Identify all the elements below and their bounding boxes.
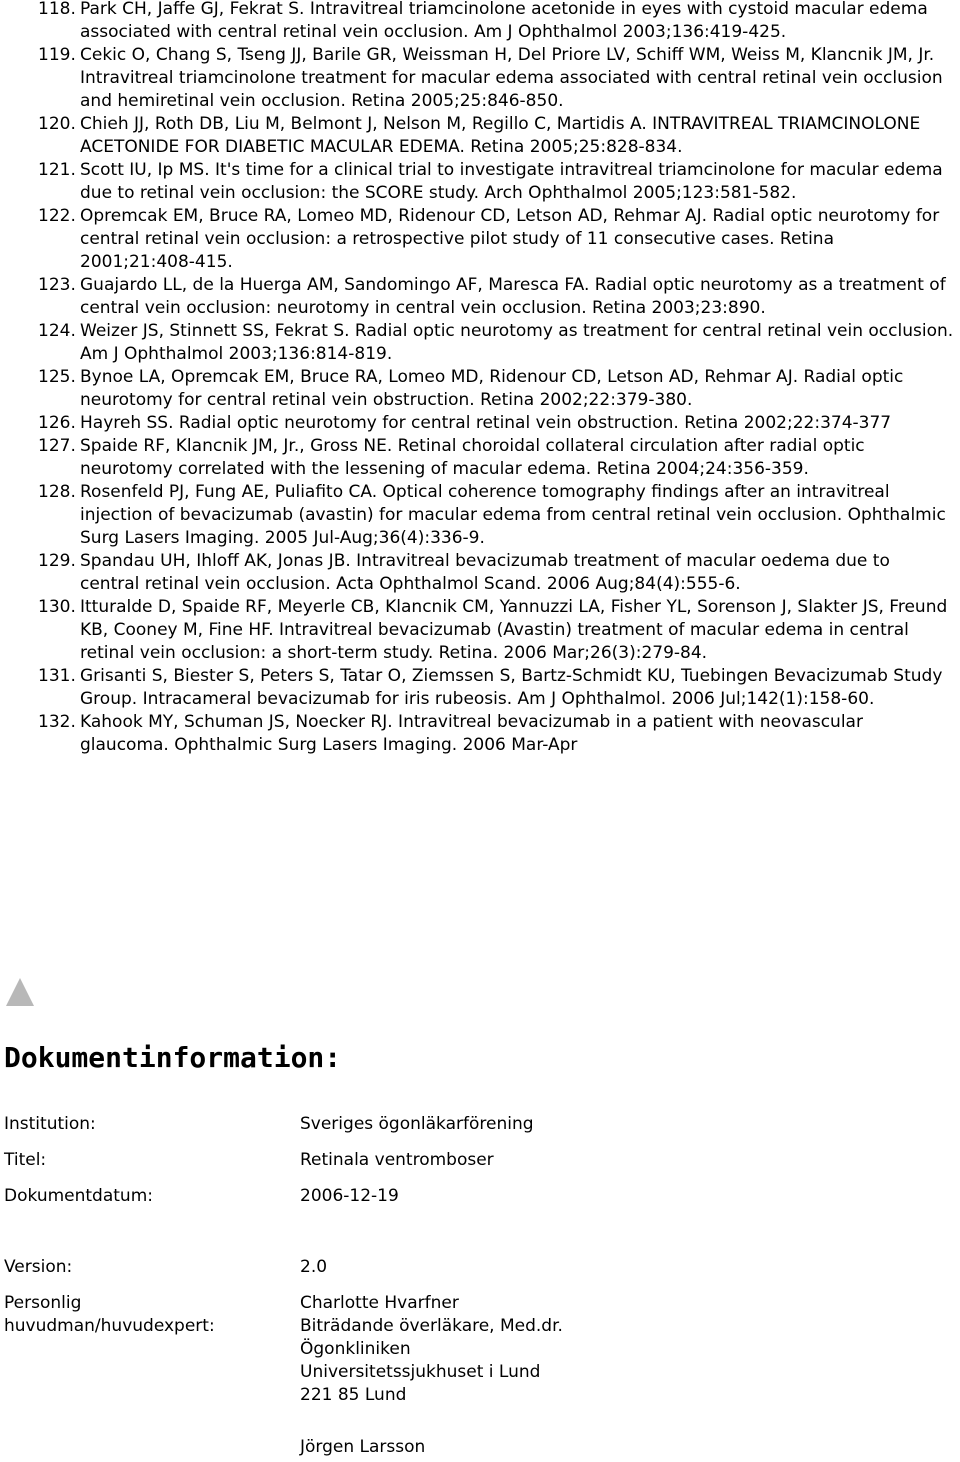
- version-label: Version:: [4, 1257, 73, 1277]
- reference-item: [0, 159, 960, 205]
- reference-text: Weizer JS, Stinnett SS, Fekrat S. Radial optic neurotomy as treatment for central retinal vein occlusion. Am J Ophthalmol 2003;136:814-819.: [80, 321, 954, 364]
- reference-text: Guajardo LL, de la Huerga AM, Sandomingo AF, Maresca FA. Radial optic neurotomy as a treatment of central vein occlusion: neurotomy in central vein occlusion. Retina 2003;23:890.: [80, 275, 946, 318]
- reference-text: Park CH, Jaffe GJ, Fekrat S. Intravitreal triamcinolone acetonide in eyes with cystoid macular edema associated with central retinal vein occlusion. Am J Ophthalmol 2003;136:419-425.: [80, 0, 928, 42]
- expert-title: Biträdande överläkare, Med.dr.: [300, 1316, 563, 1336]
- reference-number: 130.: [38, 597, 76, 617]
- triangle-up-icon[interactable]: [6, 978, 34, 1006]
- reference-item: [0, 412, 960, 435]
- reference-text: Spandau UH, Ihloff AK, Jonas JB. Intravitreal bevacizumab treatment of macular oedema due to central retinal vein occlusion. Acta Ophthalmol Scand. 2006 Aug;84(4):555-6.: [80, 551, 890, 594]
- expert-label-line1: Personlig: [4, 1293, 82, 1313]
- reference-text: Bynoe LA, Opremcak EM, Bruce RA, Lomeo MD, Ridenour CD, Letson AD, Rehmar AJ. Radial optic neurotomy for central retinal vein obstruction. Retina 2002;22:379-380.: [80, 367, 904, 410]
- reference-text: Cekic O, Chang S, Tseng JJ, Barile GR, Weissman H, Del Priore LV, Schiff WM, Weiss M, Klancnik JM, Jr. Intravitreal triamcinolone treatment for macular edema associated with central retinal vein occlusion and hemiretinal vein occlusion. Retina 2005;25:846-850.: [80, 45, 943, 111]
- reference-number: 132.: [38, 712, 76, 732]
- date-label: Dokumentdatum:: [4, 1186, 153, 1206]
- reference-item: [0, 274, 960, 320]
- expert-label-line2: huvudman/huvudexpert:: [4, 1316, 215, 1336]
- reference-number: 124.: [38, 321, 76, 341]
- expert-hospital: Universitetssjukhuset i Lund: [300, 1362, 541, 1382]
- reference-text: Kahook MY, Schuman JS, Noecker RJ. Intravitreal bevacizumab in a patient with neovascular glaucoma. Ophthalmic Surg Lasers Imaging. 2006 Mar-Apr: [80, 712, 863, 755]
- reference-text: Spaide RF, Klancnik JM, Jr., Gross NE. Retinal choroidal collateral circulation after radial optic neurotomy correlated with the lessening of macular edema. Retina 2004;24:356-359.: [80, 436, 865, 479]
- institution-value: Sveriges ögonläkarförening: [300, 1114, 534, 1134]
- date-value: 2006-12-19: [300, 1186, 399, 1206]
- reference-number: 121.: [38, 160, 76, 180]
- reference-item: [0, 481, 960, 550]
- reference-item: [0, 366, 960, 412]
- reference-item: [0, 113, 960, 159]
- reference-text: Rosenfeld PJ, Fung AE, Puliafito CA. Optical coherence tomography findings after an intravitreal injection of bevacizumab (avastin) for macular edema from central retinal vein occlusion. Ophthalmic Surg Lasers Imaging. 2005 Jul-Aug;36(4):336-9.: [80, 482, 946, 548]
- reference-text: Grisanti S, Biester S, Peters S, Tatar O, Ziemssen S, Bartz-Schmidt KU, Tuebingen Bevacizumab Study Group. Intracameral bevacizumab for iris rubeosis. Am J Ophthalmol. 2006 Jul;142(1):158-60.: [80, 666, 943, 709]
- title-label: Titel:: [4, 1150, 47, 1170]
- reference-number: 125.: [38, 367, 76, 387]
- reference-item: [0, 711, 960, 757]
- reference-item: [0, 435, 960, 481]
- reference-number: 129.: [38, 551, 76, 571]
- reference-text: Hayreh SS. Radial optic neurotomy for central retinal vein obstruction. Retina 2002;22:374-377: [80, 413, 892, 433]
- reference-number: 123.: [38, 275, 76, 295]
- reference-text: Opremcak EM, Bruce RA, Lomeo MD, Ridenour CD, Letson AD, Rehmar AJ. Radial optic neurotomy for central retinal vein occlusion: a retrospective pilot study of 11 consecutive cases. Retina 2001;21:408-415.: [80, 206, 940, 272]
- reference-number: 119.: [38, 45, 76, 65]
- reference-item: [0, 0, 960, 44]
- reference-number: 120.: [38, 114, 76, 134]
- reference-text: Chieh JJ, Roth DB, Liu M, Belmont J, Nelson M, Regillo C, Martidis A. INTRAVITREAL TRIAMCINOLONE ACETONIDE FOR DIABETIC MACULAR EDEMA. Retina 2005;25:828-834.: [80, 114, 921, 157]
- reference-item: [0, 320, 960, 366]
- reference-item: [0, 550, 960, 596]
- reference-number: 122.: [38, 206, 76, 226]
- reference-number: 127.: [38, 436, 76, 456]
- version-value: 2.0: [300, 1257, 328, 1277]
- reference-number: 131.: [38, 666, 76, 686]
- institution-label: Institution:: [4, 1114, 96, 1134]
- title-value: Retinala ventromboser: [300, 1150, 494, 1170]
- reference-item: [0, 665, 960, 711]
- expert-department: Ögonkliniken: [300, 1339, 411, 1359]
- second-contact-name: Jörgen Larsson: [300, 1437, 426, 1457]
- reference-item: [0, 44, 960, 113]
- expert-postcode: 221 85 Lund: [300, 1385, 407, 1405]
- expert-name: Charlotte Hvarfner: [300, 1293, 459, 1313]
- reference-number: 118.: [38, 0, 76, 19]
- reference-number: 126.: [38, 413, 76, 433]
- reference-text: Scott IU, Ip MS. It's time for a clinical trial to investigate intravitreal triamcinolone for macular edema due to retinal vein occlusion: the SCORE study. Arch Ophthalmol 2005;123:581-582.: [80, 160, 943, 203]
- reference-item: [0, 205, 960, 274]
- reference-number: 128.: [38, 482, 76, 502]
- reference-item: [0, 596, 960, 665]
- reference-text: Itturalde D, Spaide RF, Meyerle CB, Klancnik CM, Yannuzzi LA, Fisher YL, Sorenson J, Slakter JS, Freund KB, Cooney M, Fine HF. Intravitreal bevacizumab (Avastin) treatment of macular edema in central retinal vein occlusion: a short-term study. Retina. 2006 Mar;26(3):279-84.: [80, 597, 948, 663]
- doc-info-heading: Dokumentinformation:: [4, 1041, 342, 1074]
